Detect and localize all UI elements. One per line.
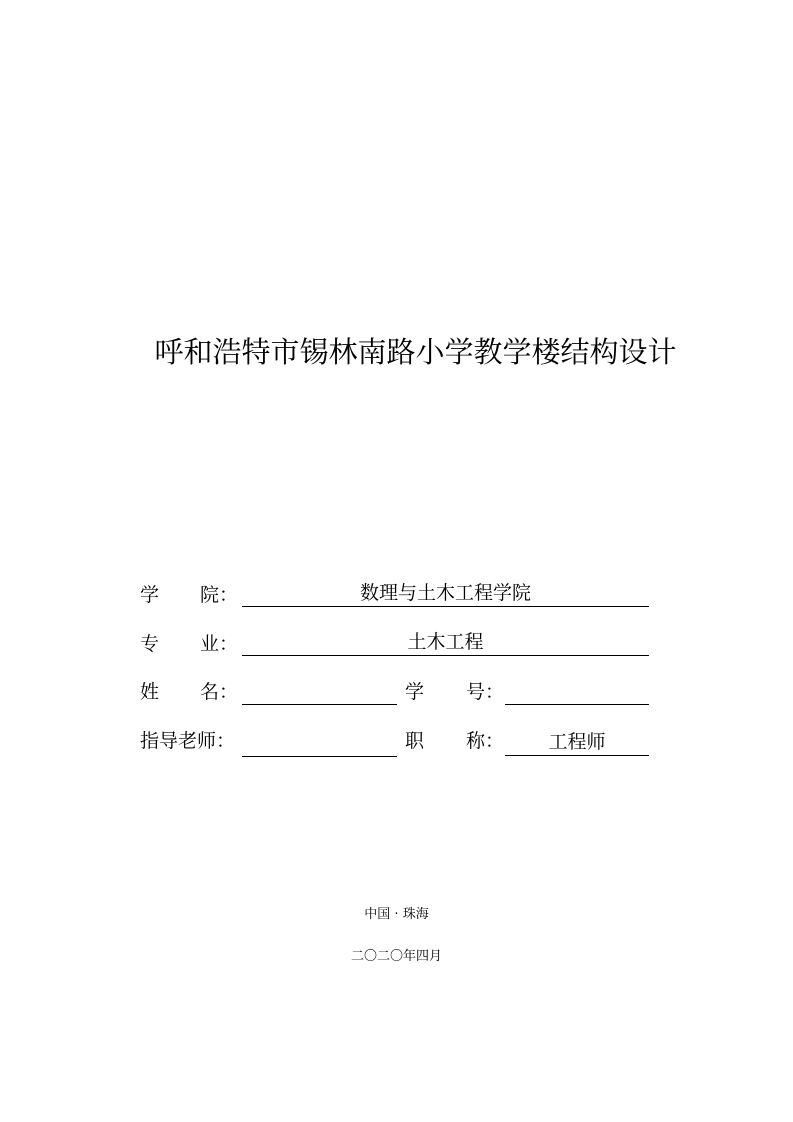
advisor-title-label-part-b: 称： [466,730,505,752]
advisor-title-label [405,728,424,754]
college-label-part-a: 学 [140,584,160,606]
footer-place: 中国 · 珠海 [364,907,429,922]
name-label-part-a: 姓 [140,681,160,703]
student-id-label-part-b: 号： [466,681,505,703]
college-label [140,582,159,608]
major-field: 土木工程 [242,629,649,656]
major-label-part-a: 专 [140,633,160,655]
college-label-suffix [200,582,238,608]
document-title: 呼和浩特市锡林南路小学教学楼结构设计 [154,335,677,369]
advisor-field [242,730,397,757]
college-label-part-b: 院： [200,584,239,606]
name-field [242,678,397,705]
student-id-label [405,679,424,705]
major-label-suffix [200,631,238,657]
advisor-title-field: 工程师 [505,729,649,756]
student-id-field [505,678,649,705]
advisor-title-label-part-a: 职 [405,730,425,752]
footer-date: 二〇二〇年四月 [350,949,442,964]
advisor-title-label-suffix [466,728,504,754]
advisor-label: 指导老师： [140,730,236,752]
name-label-suffix [200,679,238,705]
name-label [140,679,159,705]
name-label-part-b: 名： [200,681,239,703]
major-label-part-b: 业： [200,633,239,655]
college-field: 数理与土木工程学院 [242,580,649,607]
major-label [140,631,159,657]
student-id-label-suffix [466,679,504,705]
student-id-label-part-a: 学 [405,681,425,703]
